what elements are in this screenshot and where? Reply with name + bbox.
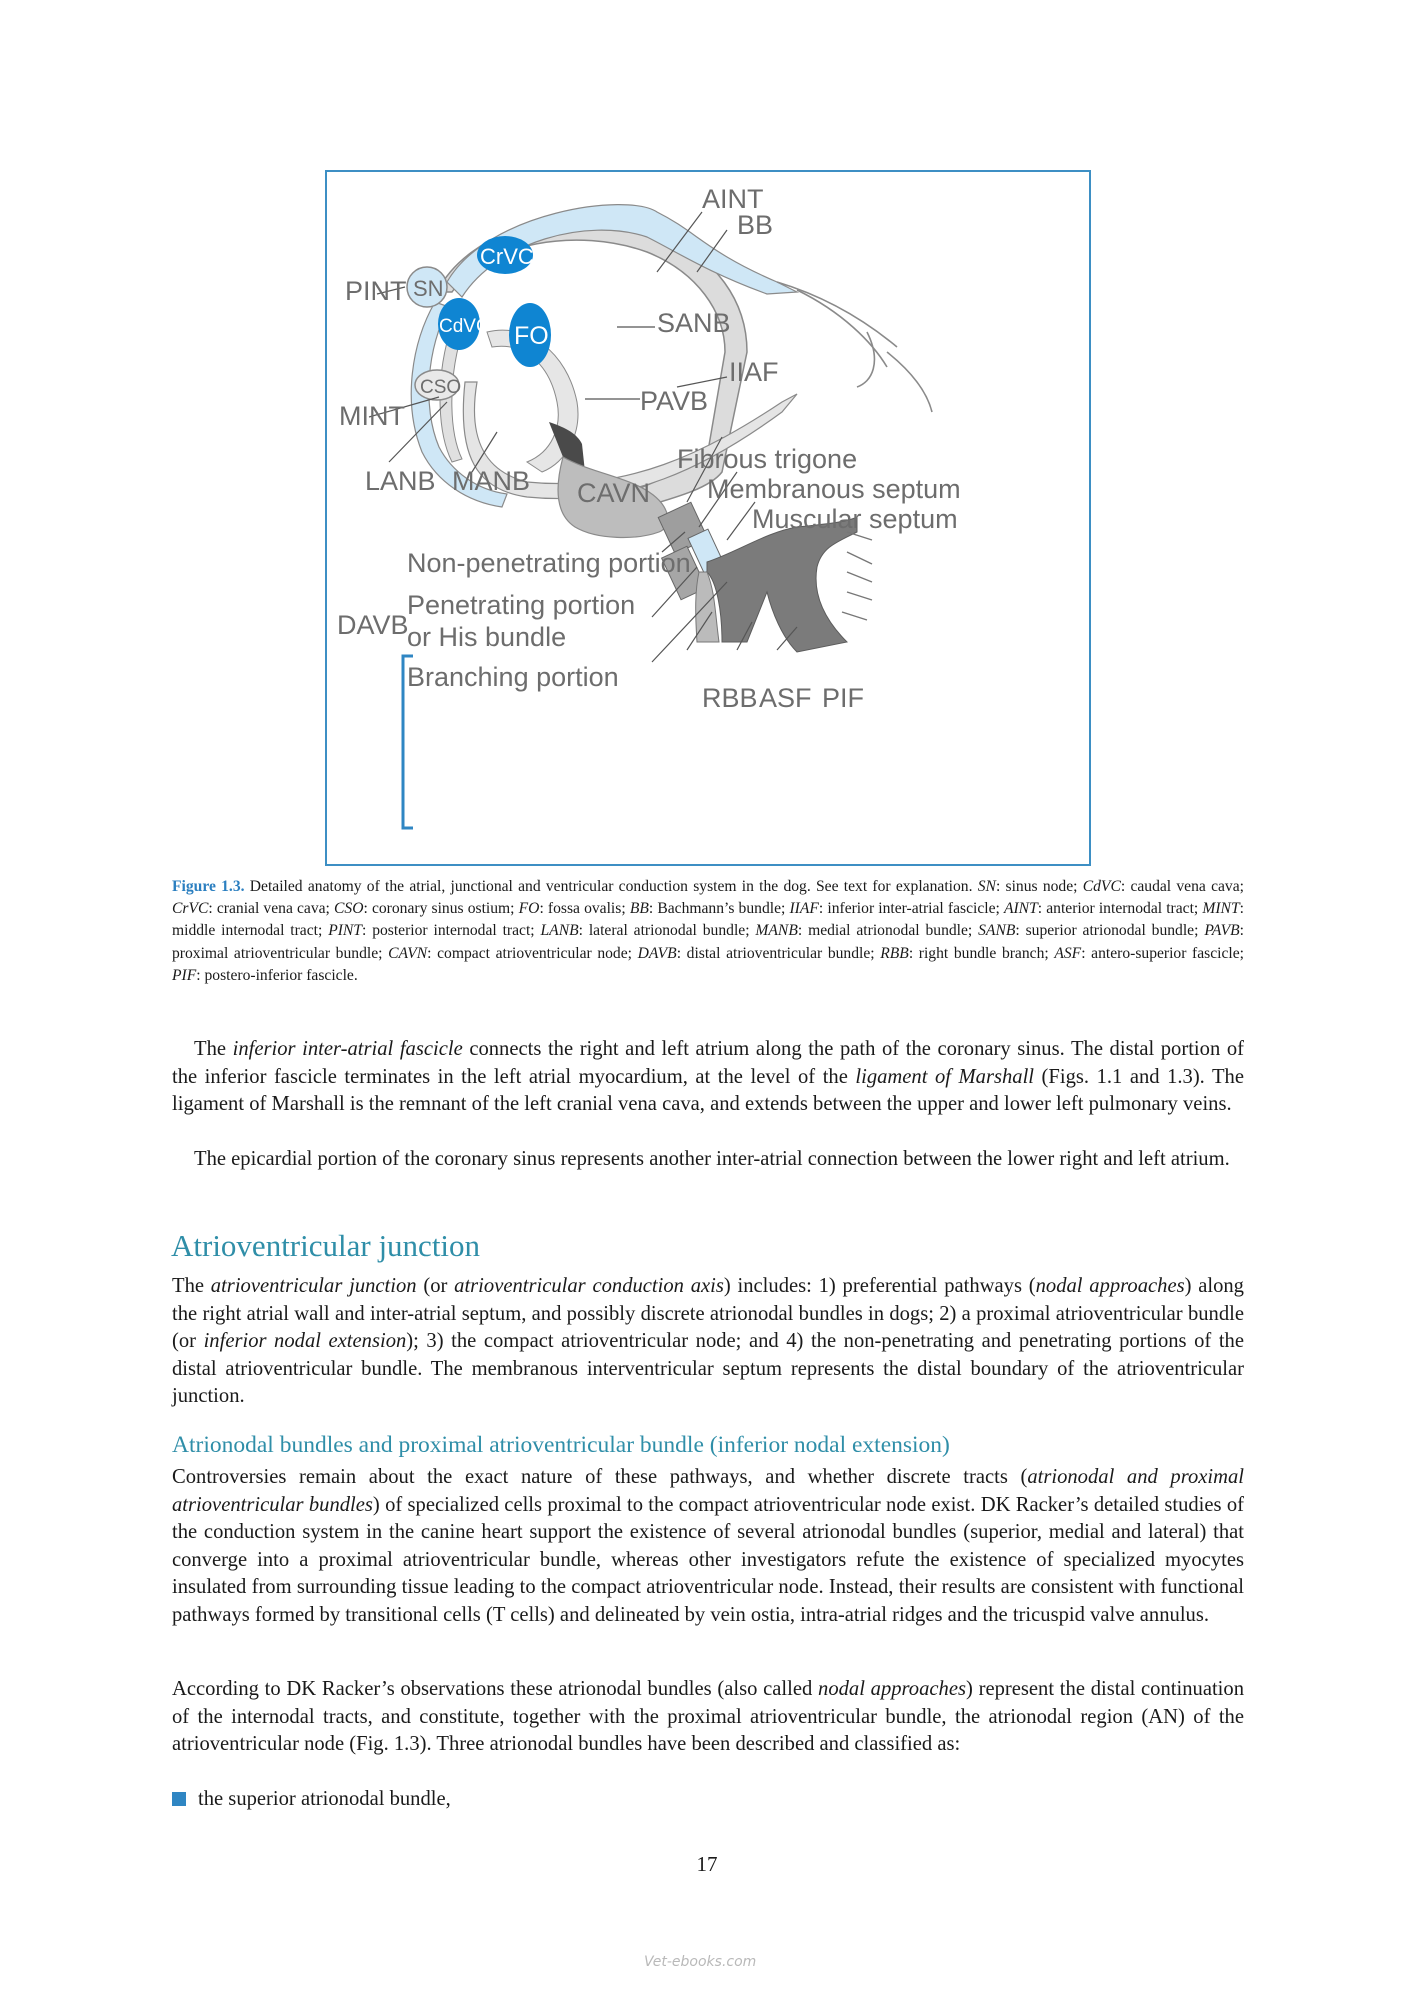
watermark: Vet-ebooks.com xyxy=(644,1954,757,1970)
p3-italic: nodal approaches xyxy=(1035,1275,1185,1297)
caption-term-def: : anterior internodal tract; xyxy=(1037,900,1203,918)
caption-term-def: : middle internodal tract; xyxy=(172,900,1244,940)
p3-text: ); 3) the compact atrioventricular node; and 4) the non-penetrating and penetrating portions of the distal atrioventricular bundle. The membranous interventricular septum represents the distal boundary of the atrioventricular junction. xyxy=(172,1330,1244,1407)
caption-term-abbr: FO xyxy=(518,900,540,918)
p4-text: ) of specialized cells proximal to the compact atrioventricular node exist. DK Racker’s detailed studies of the conduction system in the canine heart support the existence of several atrionodal bundles (superior, medial and lateral) that converge into a proximal atrioventricular bundle, whereas other investigators refute the existence of specialized myocytes insulated from surrounding tissue leading to the compact atrioventricular node. Instead, their results are consistent with functional pathways formed by transitional cells (T cells) and delineated by vein ostia, intra-atrial ridges and the tricuspid valve annulus. xyxy=(172,1493,1244,1626)
p1-italic: inferior inter-atrial fascicle xyxy=(232,1038,463,1060)
caption-term-abbr: IIAF xyxy=(789,900,819,918)
label-rbb: RBB xyxy=(702,683,758,713)
caption-term-def: : lateral atrionodal bundle; xyxy=(578,922,756,940)
caption-term-def: : medial atrionodal bundle; xyxy=(797,922,979,940)
figure-1-3 xyxy=(325,170,1091,866)
caption-term-abbr: CAVN xyxy=(388,944,428,962)
caption-term-def: : posterior internodal tract; xyxy=(361,922,541,940)
label-muscular-septum: Muscular septum xyxy=(752,504,958,534)
caption-term-abbr: PINT xyxy=(328,922,362,940)
label-penetrating-line1: Penetrating portion xyxy=(407,590,636,620)
page-number: 17 xyxy=(696,1852,718,1876)
bullet-text: the superior atrionodal bundle, xyxy=(198,1788,451,1810)
p3-italic: atrioventricular junction xyxy=(210,1275,417,1297)
label-penetrating-line2: or His bundle xyxy=(407,622,567,652)
label-davb: DAVB xyxy=(337,610,409,640)
label-fo: FO xyxy=(514,322,549,350)
caption-term-def: : antero-superior fascicle; xyxy=(1081,944,1244,962)
label-iiaf: IIAF xyxy=(729,357,779,387)
bullet-square-icon xyxy=(172,1792,186,1806)
caption-term-abbr: RBB xyxy=(880,944,909,962)
label-mint: MINT xyxy=(339,401,405,431)
paragraph-4 xyxy=(172,1464,1244,1629)
p3-text: The xyxy=(172,1275,211,1297)
bullet-list-item xyxy=(172,1786,451,1814)
label-sanb: SANB xyxy=(657,308,731,338)
label-branching: Branching portion xyxy=(407,662,619,692)
label-cso: CSO xyxy=(420,377,462,398)
caption-term-abbr: BB xyxy=(629,900,649,918)
p5-text: According to DK Racker’s observations these atrionodal bundles (also called xyxy=(172,1678,819,1700)
label-pavb: PAVB xyxy=(640,386,709,416)
caption-term-abbr: LANB xyxy=(540,922,579,940)
caption-term-abbr: SN xyxy=(977,878,996,895)
caption-term-def: : proximal atrioventricular bundle; xyxy=(172,922,1244,962)
label-cavn: CAVN xyxy=(577,478,651,508)
paragraph-1 xyxy=(172,1036,1244,1119)
caption-term-def: : coronary sinus ostium; xyxy=(363,900,519,918)
caption-term-def: : right bundle branch; xyxy=(908,944,1055,962)
label-aint: AINT xyxy=(702,184,764,214)
label-pint: PINT xyxy=(345,276,407,306)
p3-italic: inferior nodal extension xyxy=(203,1330,407,1352)
label-non-penetrating: Non-penetrating portion xyxy=(407,548,691,578)
label-lanb: LANB xyxy=(365,466,436,496)
caption-term-def: : sinus node; xyxy=(995,878,1083,895)
figure-caption xyxy=(172,876,1244,987)
paragraph-3 xyxy=(172,1273,1244,1411)
p1-text: The xyxy=(194,1038,233,1060)
p3-text: ) includes: 1) preferential pathways ( xyxy=(723,1275,1036,1297)
heading-atrionodal-bundles: Atrionodal bundles and proximal atrioventricular bundle (inferior nodal extension) xyxy=(172,1432,950,1458)
p1-italic: ligament of Marshall xyxy=(855,1065,1035,1088)
p3-text: ) along the right atrial wall and inter-atrial septum, and possibly discrete atrionodal bundles in dogs; 2) a proximal atrioventricular bundle (or xyxy=(172,1275,1244,1352)
paragraph-2: The epicardial portion of the coronary sinus represents another inter-atrial connection between the lower right and left atrium. xyxy=(194,1148,1230,1170)
p4-italic: atrionodal and proximal atrioventricular bundles xyxy=(172,1466,1245,1516)
caption-term-abbr: PAVB xyxy=(1204,922,1240,940)
caption-term-abbr: MANB xyxy=(755,922,798,940)
p3-italic: atrioventricular conduction axis xyxy=(454,1275,724,1297)
paragraph-5 xyxy=(172,1676,1244,1759)
caption-term-def: : cranial vena cava; xyxy=(208,900,335,918)
label-sn: SN xyxy=(413,276,444,301)
caption-term-abbr: CrVC xyxy=(172,900,209,918)
caption-term-def: : distal atrioventricular bundle; xyxy=(676,944,881,962)
mint-band xyxy=(440,342,462,462)
caption-term-abbr: PIF xyxy=(172,966,197,984)
p5-italic: nodal approaches xyxy=(818,1678,966,1700)
caption-term-def: : compact atrioventricular node; xyxy=(427,944,638,962)
bb-fibers xyxy=(777,282,932,412)
p1-text: (Figs. 1.1 and 1.3). The ligament of Marshall is the remnant of the left cranial vena cava, and extends between the upper and lower left pulmonary veins. xyxy=(172,1065,1244,1115)
caption-term-abbr: ASF xyxy=(1054,944,1082,962)
caption-term-def: : superior atrionodal bundle; xyxy=(1015,922,1205,940)
caption-term-abbr: SANB xyxy=(978,922,1016,940)
label-crvc: CrVC xyxy=(480,244,534,269)
caption-term-def: : postero-inferior fascicle. xyxy=(196,966,358,984)
caption-term-abbr: CSO xyxy=(334,900,364,918)
caption-term-abbr: DAVB xyxy=(637,944,677,962)
pif-fringes xyxy=(842,532,872,620)
label-bb: BB xyxy=(737,210,774,240)
p3-text: (or xyxy=(416,1275,455,1297)
heading-atrioventricular-junction: Atrioventricular junction xyxy=(171,1228,481,1263)
caption-term-def: : inferior inter-atrial fascicle; xyxy=(818,900,1004,918)
label-cdvc: CdVC xyxy=(439,316,490,337)
caption-term-def: : caudal vena cava; xyxy=(1120,878,1244,895)
caption-label: Figure 1.3. xyxy=(172,878,245,895)
caption-term-abbr: MINT xyxy=(1202,900,1240,918)
label-fibrous-trigone: Fibrous trigone xyxy=(677,444,858,474)
p4-text: Controversies remain about the exact nature of these pathways, and whether discrete tracts ( xyxy=(172,1466,1028,1488)
label-membranous-septum: Membranous septum xyxy=(707,474,961,504)
caption-term-abbr: CdVC xyxy=(1082,878,1121,895)
p1-text: connects the right and left atrium along the path of the coronary sinus. The distal portion of the inferior fascicle terminates in the left atrial myocardium, at the level of the xyxy=(172,1038,1244,1088)
conduction-system-diagram xyxy=(327,172,1089,864)
label-asf: ASF xyxy=(759,683,812,713)
label-manb: MANB xyxy=(452,466,531,496)
caption-term-def: : Bachmann’s bundle; xyxy=(648,900,790,918)
caption-term-abbr: AINT xyxy=(1003,900,1038,918)
label-pif: PIF xyxy=(822,683,865,713)
caption-intro: Detailed anatomy of the atrial, junctional and ventricular conduction system in the dog. See text for explanation. xyxy=(249,878,973,895)
p5-text: ) represent the distal continuation of the internodal tracts, and constitute, together with the proximal atrioventricular bundle, the atrionodal region (AN) of the atrioventricular node (Fig. 1.3). Three atrionodal bundles have been described and classified as: xyxy=(172,1678,1244,1755)
caption-term-def: : fossa ovalis; xyxy=(539,900,630,918)
